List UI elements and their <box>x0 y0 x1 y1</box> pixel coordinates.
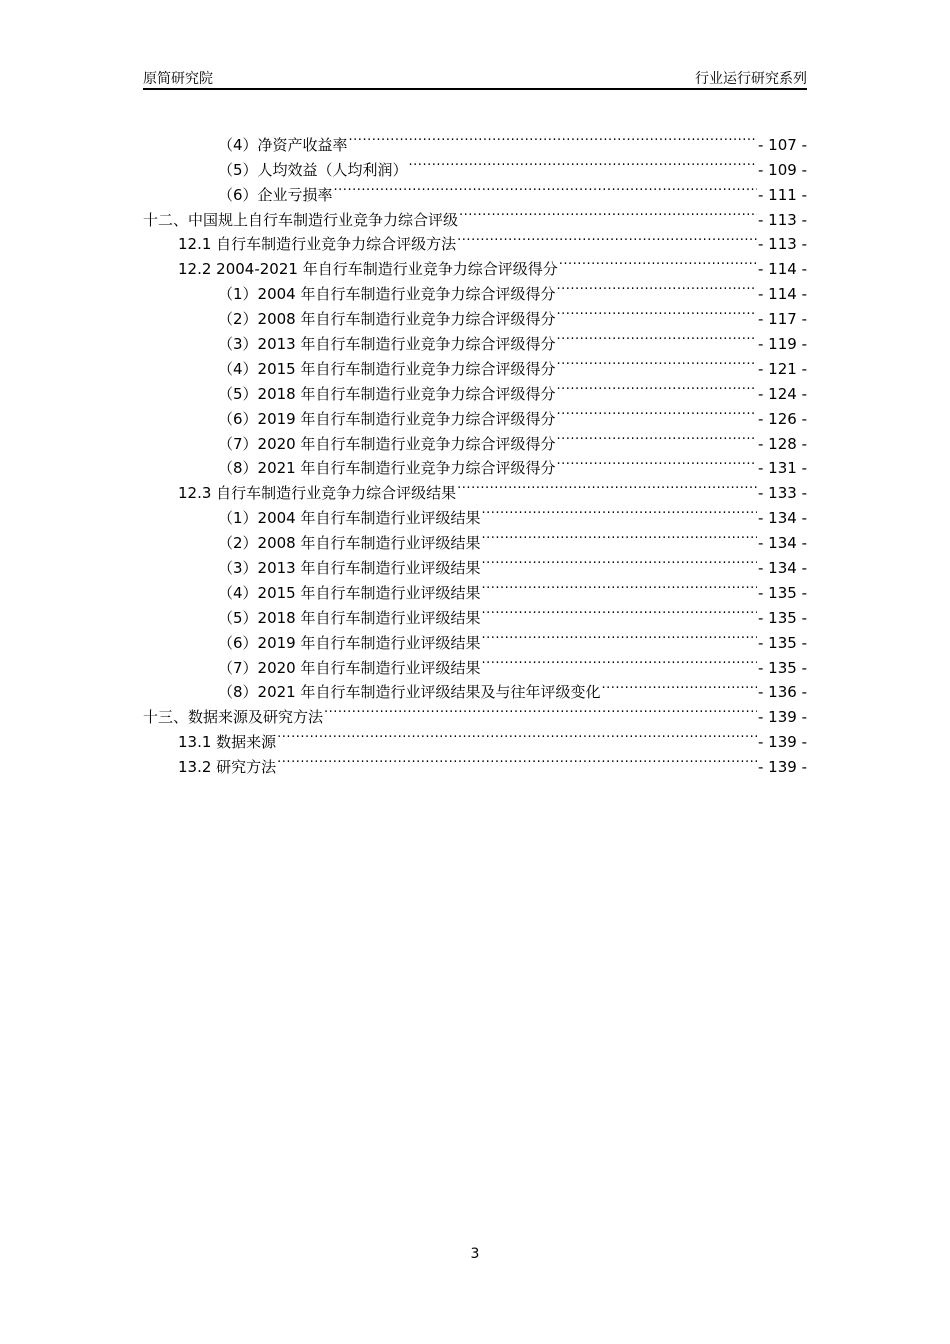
toc-entry-title: 13.1 数据来源 <box>178 733 277 752</box>
toc-entry-title: 12.3 自行车制造行业竞争力综合评级结果 <box>178 484 457 503</box>
page-number: 3 <box>470 1246 480 1262</box>
toc-entry-page: - 113 - <box>758 210 807 229</box>
toc-entry-title: （4）净资产收益率 <box>218 135 348 154</box>
toc-entry-page: - 121 - <box>758 359 807 378</box>
toc-entry-title: （1）2004 年自行车制造行业评级结果 <box>218 509 481 528</box>
toc-leader-dots <box>277 747 757 772</box>
toc-entry-page: - 117 - <box>758 310 807 329</box>
toc-entry-page: - 124 - <box>758 384 807 403</box>
toc-entry-page: - 134 - <box>758 534 807 553</box>
toc-leader-dots <box>557 299 758 324</box>
toc-entry-title: （4）2015 年自行车制造行业竞争力综合评级得分 <box>218 359 556 378</box>
toc-entry-title: （5）2018 年自行车制造行业评级结果 <box>218 608 481 627</box>
toc-entry-title: 十二、中国规上自行车制造行业竞争力综合评级 <box>143 210 459 229</box>
toc-entry-title: （7）2020 年自行车制造行业竞争力综合评级得分 <box>218 434 556 453</box>
toc-entry-title: 13.2 研究方法 <box>178 758 277 777</box>
toc-entry-title: （6）2019 年自行车制造行业评级结果 <box>218 633 481 652</box>
toc-entry-title: （5）人均效益（人均利润） <box>218 160 408 179</box>
toc-entry-title: 12.2 2004-2021 年自行车制造行业竞争力综合评级得分 <box>178 260 558 279</box>
toc-entry-title: （1）2004 年自行车制造行业竞争力综合评级得分 <box>218 285 556 304</box>
toc-entry-page: - 111 - <box>758 185 807 204</box>
toc-entry-page: - 134 - <box>758 559 807 578</box>
toc-entry-title: （8）2021 年自行车制造行业竞争力综合评级得分 <box>218 459 556 478</box>
toc-leader-dots <box>482 648 758 673</box>
toc-leader-dots <box>557 399 758 424</box>
toc-leader-dots <box>559 249 757 274</box>
toc-leader-dots <box>557 424 758 449</box>
toc-leader-dots <box>482 523 758 548</box>
toc-entry-page: - 114 - <box>758 285 807 304</box>
toc-entry-page: - 126 - <box>758 409 807 428</box>
toc-leader-dots <box>557 349 758 374</box>
header-right-series: 行业运行研究系列 <box>695 71 807 87</box>
toc-entry-page: - 139 - <box>758 708 807 727</box>
toc-entry-title: （7）2020 年自行车制造行业评级结果 <box>218 658 481 677</box>
toc-entry-page: - 139 - <box>758 758 807 777</box>
toc-entry-page: - 135 - <box>758 658 807 677</box>
toc-entry-title: 12.1 自行车制造行业竞争力综合评级方法 <box>178 235 457 254</box>
page-header <box>143 68 807 88</box>
toc-entry-title: （2）2008 年自行车制造行业评级结果 <box>218 534 481 553</box>
toc-leader-dots <box>482 548 758 573</box>
toc-leader-dots <box>482 598 758 623</box>
toc-entry-page: - 119 - <box>758 335 807 354</box>
toc-entry-page: - 114 - <box>758 260 807 279</box>
toc-entry-title: 十三、数据来源及研究方法 <box>143 708 324 727</box>
header-divider <box>143 88 807 90</box>
toc-leader-dots <box>602 673 758 698</box>
toc-leader-dots <box>557 449 758 474</box>
toc-entry[interactable] <box>143 125 807 154</box>
toc-entry-page: - 128 - <box>758 434 807 453</box>
toc-entry-title: （4）2015 年自行车制造行业评级结果 <box>218 583 481 602</box>
toc-leader-dots <box>457 473 757 498</box>
toc-entry-page: - 131 - <box>758 459 807 478</box>
toc-leader-dots <box>277 722 757 747</box>
toc-leader-dots <box>557 324 758 349</box>
toc-leader-dots <box>409 150 757 175</box>
toc-leader-dots <box>482 573 758 598</box>
toc-leader-dots <box>334 175 757 200</box>
toc-leader-dots <box>482 623 758 648</box>
header-left-org: 原简研究院 <box>143 71 213 87</box>
toc-leader-dots <box>557 274 758 299</box>
toc-entry-page: - 139 - <box>758 733 807 752</box>
toc-entry-title: （8）2021 年自行车制造行业评级结果及与往年评级变化 <box>218 683 601 702</box>
toc-entry-page: - 133 - <box>758 484 807 503</box>
toc-entry-page: - 109 - <box>758 160 807 179</box>
toc-leader-dots <box>557 374 758 399</box>
toc-leader-dots <box>349 125 757 150</box>
toc-entry-page: - 107 - <box>758 135 807 154</box>
toc-entry-title: （6）企业亏损率 <box>218 185 333 204</box>
toc-entry-title: （3）2013 年自行车制造行业竞争力综合评级得分 <box>218 335 556 354</box>
toc-leader-dots <box>324 697 757 722</box>
toc-leader-dots <box>457 225 757 250</box>
toc-entry-page: - 136 - <box>758 683 807 702</box>
toc-leader-dots <box>459 200 757 225</box>
toc-entry-title: （2）2008 年自行车制造行业竞争力综合评级得分 <box>218 310 556 329</box>
toc-entry-page: - 135 - <box>758 633 807 652</box>
toc-entry-page: - 135 - <box>758 608 807 627</box>
toc-leader-dots <box>482 498 758 523</box>
toc-entry-page: - 135 - <box>758 583 807 602</box>
table-of-contents <box>143 125 807 777</box>
toc-entry-page: - 113 - <box>758 235 807 254</box>
toc-entry-title: （6）2019 年自行车制造行业竞争力综合评级得分 <box>218 409 556 428</box>
toc-entry-title: （5）2018 年自行车制造行业竞争力综合评级得分 <box>218 384 556 403</box>
toc-entry-title: （3）2013 年自行车制造行业评级结果 <box>218 559 481 578</box>
toc-entry-page: - 134 - <box>758 509 807 528</box>
